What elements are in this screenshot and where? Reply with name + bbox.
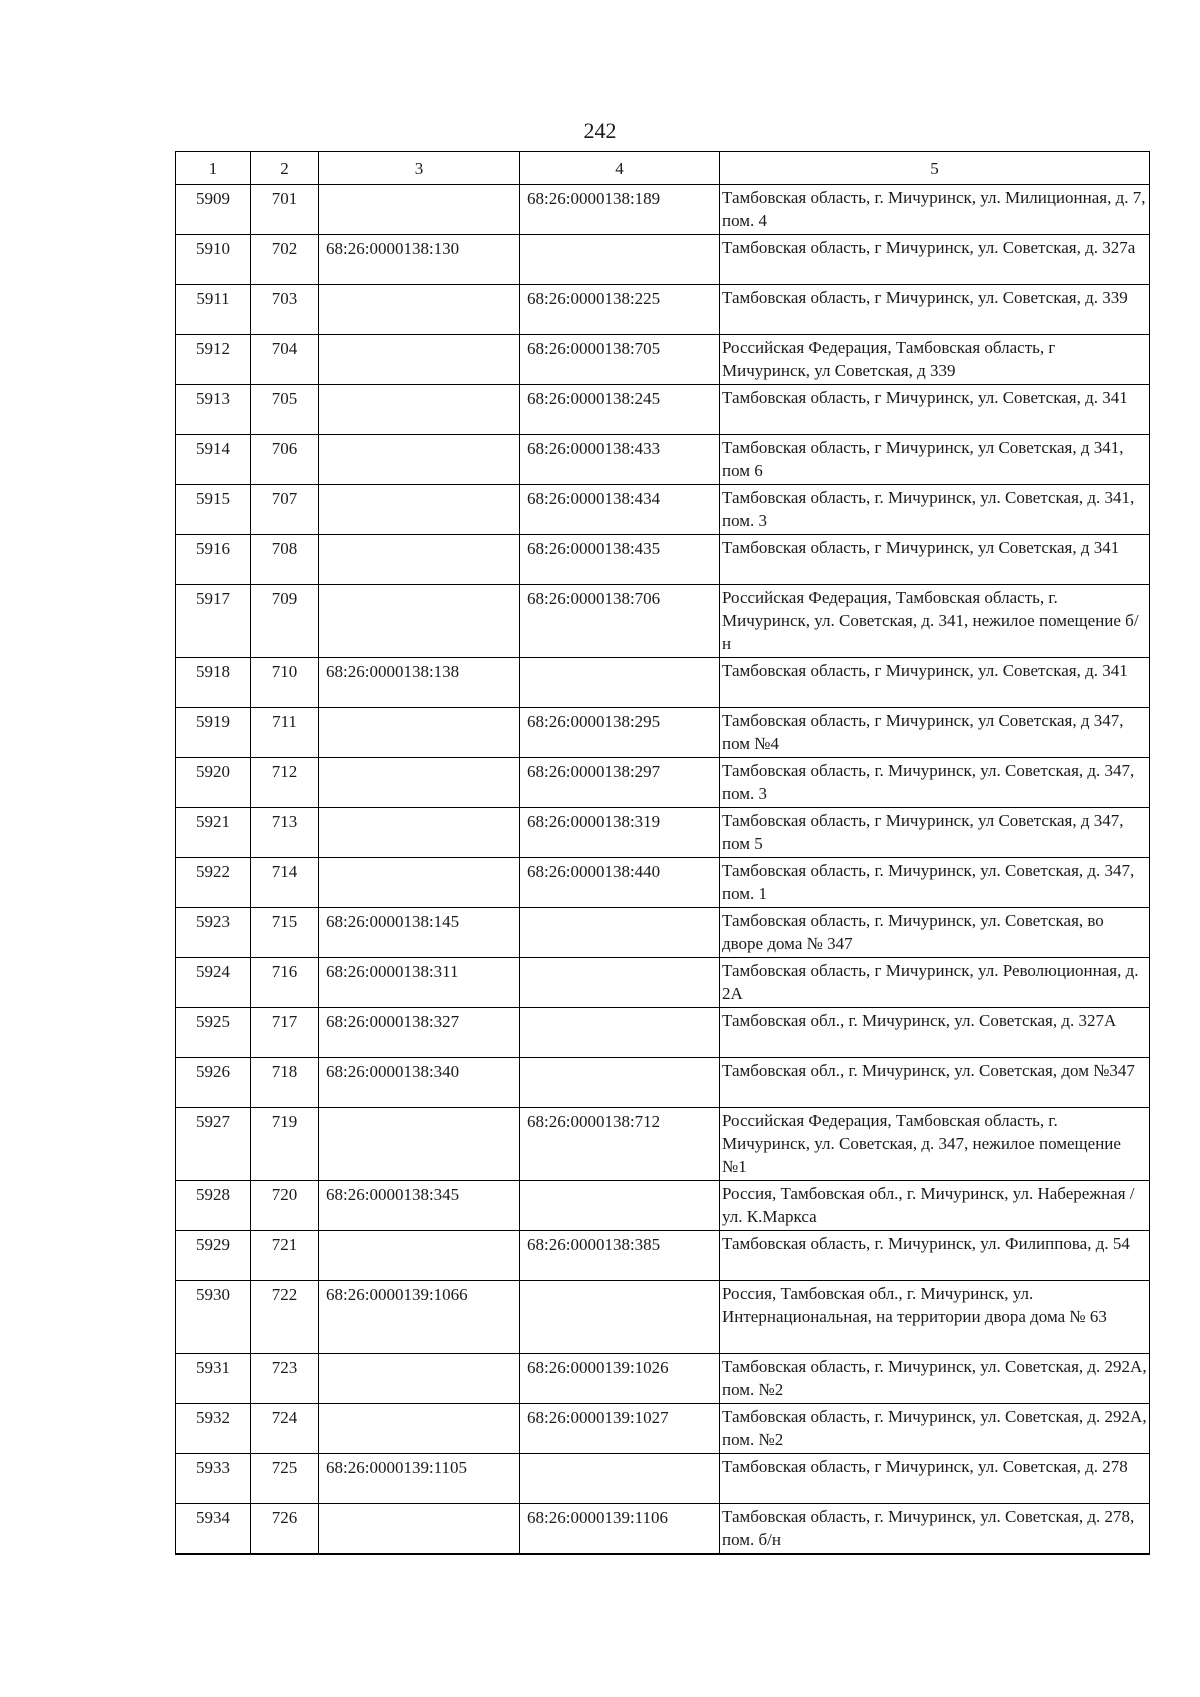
item-number-cell: 723 [251,1354,319,1404]
row-number-cell: 5910 [176,235,251,285]
address-cell: Тамбовская область, г. Мичуринск, ул. Советская, д. 347, пом. 3 [720,758,1150,808]
land-cadastral-number-cell: 68:26:0000138:311 [319,958,520,1008]
item-number-cell: 703 [251,285,319,335]
row-number-cell: 5921 [176,808,251,858]
page-number: 242 [583,118,617,143]
item-number-cell: 705 [251,385,319,435]
table-row [176,808,1150,858]
address-cell: Тамбовская область, г Мичуринск, ул Советская, д 347, пом №4 [720,708,1150,758]
land-cadastral-number-cell [319,535,520,585]
premises-cadastral-number-cell: 68:26:0000138:712 [520,1108,720,1181]
row-number-cell: 5915 [176,485,251,535]
column-header-4: 4 [520,152,720,185]
address-cell: Тамбовская область, г Мичуринск, ул. Советская, д. 278 [720,1454,1150,1504]
row-number-cell: 5932 [176,1404,251,1454]
item-number-cell: 712 [251,758,319,808]
row-number-cell: 5926 [176,1058,251,1108]
row-number-cell: 5912 [176,335,251,385]
premises-cadastral-number-cell: 68:26:0000138:705 [520,335,720,385]
row-number-cell: 5927 [176,1108,251,1181]
land-cadastral-number-cell: 68:26:0000138:327 [319,1008,520,1058]
table-row [176,1454,1150,1504]
premises-cadastral-number-cell: 68:26:0000139:1027 [520,1404,720,1454]
row-number-cell: 5919 [176,708,251,758]
premises-cadastral-number-cell [520,1008,720,1058]
address-cell: Тамбовская область, г Мичуринск, ул. Советская, д. 327а [720,235,1150,285]
item-number-cell: 711 [251,708,319,758]
address-cell: Тамбовская обл., г. Мичуринск, ул. Советская, д. 327А [720,1008,1150,1058]
row-number-cell: 5924 [176,958,251,1008]
table-row [176,1354,1150,1404]
premises-cadastral-number-cell: 68:26:0000138:189 [520,185,720,235]
address-cell: Тамбовская область, г Мичуринск, ул. Революционная, д. 2А [720,958,1150,1008]
table-row [176,658,1150,708]
land-cadastral-number-cell: 68:26:0000139:1066 [319,1281,520,1354]
address-cell: Тамбовская область, г. Мичуринск, ул. Филиппова, д. 54 [720,1231,1150,1281]
premises-cadastral-number-cell [520,658,720,708]
address-cell: Российская Федерация, Тамбовская область, г. Мичуринск, ул. Советская, д. 347, нежилое помещение №1 [720,1108,1150,1181]
row-number-cell: 5913 [176,385,251,435]
land-cadastral-number-cell [319,1404,520,1454]
land-cadastral-number-cell [319,1504,520,1554]
address-cell: Тамбовская область, г Мичуринск, ул Советская, д 347, пом 5 [720,808,1150,858]
column-header-1: 1 [176,152,251,185]
row-number-cell: 5914 [176,435,251,485]
table-row [176,435,1150,485]
item-number-cell: 701 [251,185,319,235]
premises-cadastral-number-cell: 68:26:0000138:706 [520,585,720,658]
table-row [176,708,1150,758]
table-row [176,285,1150,335]
address-cell: Российская Федерация, Тамбовская область, г. Мичуринск, ул. Советская, д. 341, нежилое помещение б/н [720,585,1150,658]
table-row [176,335,1150,385]
address-cell: Россия, Тамбовская обл., г. Мичуринск, ул. Интернациональная, на территории двора дома № 63 [720,1281,1150,1354]
table-row [176,1404,1150,1454]
premises-cadastral-number-cell: 68:26:0000138:319 [520,808,720,858]
row-number-cell: 5928 [176,1181,251,1231]
row-number-cell: 5925 [176,1008,251,1058]
row-number-cell: 5911 [176,285,251,335]
address-cell: Тамбовская область, г Мичуринск, ул. Советская, д. 341 [720,385,1150,435]
address-cell: Тамбовская область, г Мичуринск, ул. Советская, д. 341 [720,658,1150,708]
table-row [176,908,1150,958]
premises-cadastral-number-cell [520,235,720,285]
row-number-cell: 5930 [176,1281,251,1354]
item-number-cell: 702 [251,235,319,285]
item-number-cell: 725 [251,1454,319,1504]
table-row [176,1231,1150,1281]
land-cadastral-number-cell: 68:26:0000139:1105 [319,1454,520,1504]
item-number-cell: 704 [251,335,319,385]
row-number-cell: 5933 [176,1454,251,1504]
land-cadastral-number-cell [319,585,520,658]
land-cadastral-number-cell [319,708,520,758]
premises-cadastral-number-cell: 68:26:0000138:225 [520,285,720,335]
table-row [176,1181,1150,1231]
premises-cadastral-number-cell [520,1058,720,1108]
address-cell: Тамбовская область, г. Мичуринск, ул. Советская, д. 292А, пом. №2 [720,1354,1150,1404]
premises-cadastral-number-cell: 68:26:0000138:385 [520,1231,720,1281]
row-number-cell: 5934 [176,1504,251,1554]
column-header-3: 3 [319,152,520,185]
row-number-cell: 5922 [176,858,251,908]
table-row [176,758,1150,808]
table-row [176,235,1150,285]
premises-cadastral-number-cell [520,908,720,958]
land-cadastral-number-cell [319,435,520,485]
premises-cadastral-number-cell: 68:26:0000138:295 [520,708,720,758]
address-cell: Тамбовская область, г. Мичуринск, ул. Советская, во дворе дома № 347 [720,908,1150,958]
premises-cadastral-number-cell: 68:26:0000139:1106 [520,1504,720,1554]
table-row [176,485,1150,535]
land-cadastral-number-cell [319,758,520,808]
premises-cadastral-number-cell: 68:26:0000138:434 [520,485,720,535]
item-number-cell: 715 [251,908,319,958]
land-cadastral-number-cell [319,858,520,908]
column-header-5: 5 [720,152,1150,185]
address-cell: Тамбовская обл., г. Мичуринск, ул. Советская, дом №347 [720,1058,1150,1108]
land-cadastral-number-cell [319,485,520,535]
premises-cadastral-number-cell: 68:26:0000139:1026 [520,1354,720,1404]
item-number-cell: 720 [251,1181,319,1231]
address-cell: Тамбовская область, г. Мичуринск, ул. Советская, д. 347, пом. 1 [720,858,1150,908]
item-number-cell: 726 [251,1504,319,1554]
item-number-cell: 722 [251,1281,319,1354]
property-registry-table [175,151,1150,1555]
premises-cadastral-number-cell [520,1454,720,1504]
item-number-cell: 714 [251,858,319,908]
item-number-cell: 708 [251,535,319,585]
land-cadastral-number-cell [319,335,520,385]
premises-cadastral-number-cell [520,958,720,1008]
land-cadastral-number-cell [319,285,520,335]
column-header-2: 2 [251,152,319,185]
row-number-cell: 5909 [176,185,251,235]
premises-cadastral-number-cell: 68:26:0000138:297 [520,758,720,808]
item-number-cell: 724 [251,1404,319,1454]
table-row [176,858,1150,908]
table-row [176,1008,1150,1058]
address-cell: Тамбовская область, г. Мичуринск, ул. Милиционная, д. 7, пом. 4 [720,185,1150,235]
land-cadastral-number-cell [319,1108,520,1181]
item-number-cell: 721 [251,1231,319,1281]
table-row [176,385,1150,435]
address-cell: Тамбовская область, г Мичуринск, ул Советская, д 341 [720,535,1150,585]
land-cadastral-number-cell: 68:26:0000138:138 [319,658,520,708]
table-row [176,1108,1150,1181]
row-number-cell: 5923 [176,908,251,958]
table-row [176,958,1150,1008]
table-row [176,1058,1150,1108]
row-number-cell: 5929 [176,1231,251,1281]
land-cadastral-number-cell: 68:26:0000138:345 [319,1181,520,1231]
table-row [176,1504,1150,1554]
table-row [176,185,1150,235]
premises-cadastral-number-cell: 68:26:0000138:433 [520,435,720,485]
item-number-cell: 716 [251,958,319,1008]
table-row [176,1281,1150,1354]
premises-cadastral-number-cell [520,1181,720,1231]
table-header-row [176,152,1150,185]
land-cadastral-number-cell [319,808,520,858]
table-row [176,585,1150,658]
address-cell: Тамбовская область, г Мичуринск, ул. Советская, д. 339 [720,285,1150,335]
land-cadastral-number-cell [319,185,520,235]
item-number-cell: 710 [251,658,319,708]
land-cadastral-number-cell [319,1231,520,1281]
premises-cadastral-number-cell: 68:26:0000138:440 [520,858,720,908]
item-number-cell: 718 [251,1058,319,1108]
land-cadastral-number-cell [319,1354,520,1404]
premises-cadastral-number-cell: 68:26:0000138:435 [520,535,720,585]
item-number-cell: 706 [251,435,319,485]
item-number-cell: 707 [251,485,319,535]
land-cadastral-number-cell: 68:26:0000138:340 [319,1058,520,1108]
item-number-cell: 717 [251,1008,319,1058]
row-number-cell: 5916 [176,535,251,585]
premises-cadastral-number-cell [520,1281,720,1354]
table-row [176,535,1150,585]
item-number-cell: 709 [251,585,319,658]
row-number-cell: 5931 [176,1354,251,1404]
premises-cadastral-number-cell: 68:26:0000138:245 [520,385,720,435]
item-number-cell: 719 [251,1108,319,1181]
address-cell: Тамбовская область, г. Мичуринск, ул. Советская, д. 278, пом. б/н [720,1504,1150,1554]
address-cell: Россия, Тамбовская обл., г. Мичуринск, ул. Набережная / ул. К.Маркса [720,1181,1150,1231]
land-cadastral-number-cell [319,385,520,435]
address-cell: Российская Федерация, Тамбовская область, г Мичуринск, ул Советская, д 339 [720,335,1150,385]
item-number-cell: 713 [251,808,319,858]
row-number-cell: 5920 [176,758,251,808]
address-cell: Тамбовская область, г. Мичуринск, ул. Советская, д. 341, пом. 3 [720,485,1150,535]
row-number-cell: 5917 [176,585,251,658]
land-cadastral-number-cell: 68:26:0000138:145 [319,908,520,958]
address-cell: Тамбовская область, г Мичуринск, ул Советская, д 341, пом 6 [720,435,1150,485]
row-number-cell: 5918 [176,658,251,708]
land-cadastral-number-cell: 68:26:0000138:130 [319,235,520,285]
address-cell: Тамбовская область, г. Мичуринск, ул. Советская, д. 292А, пом. №2 [720,1404,1150,1454]
